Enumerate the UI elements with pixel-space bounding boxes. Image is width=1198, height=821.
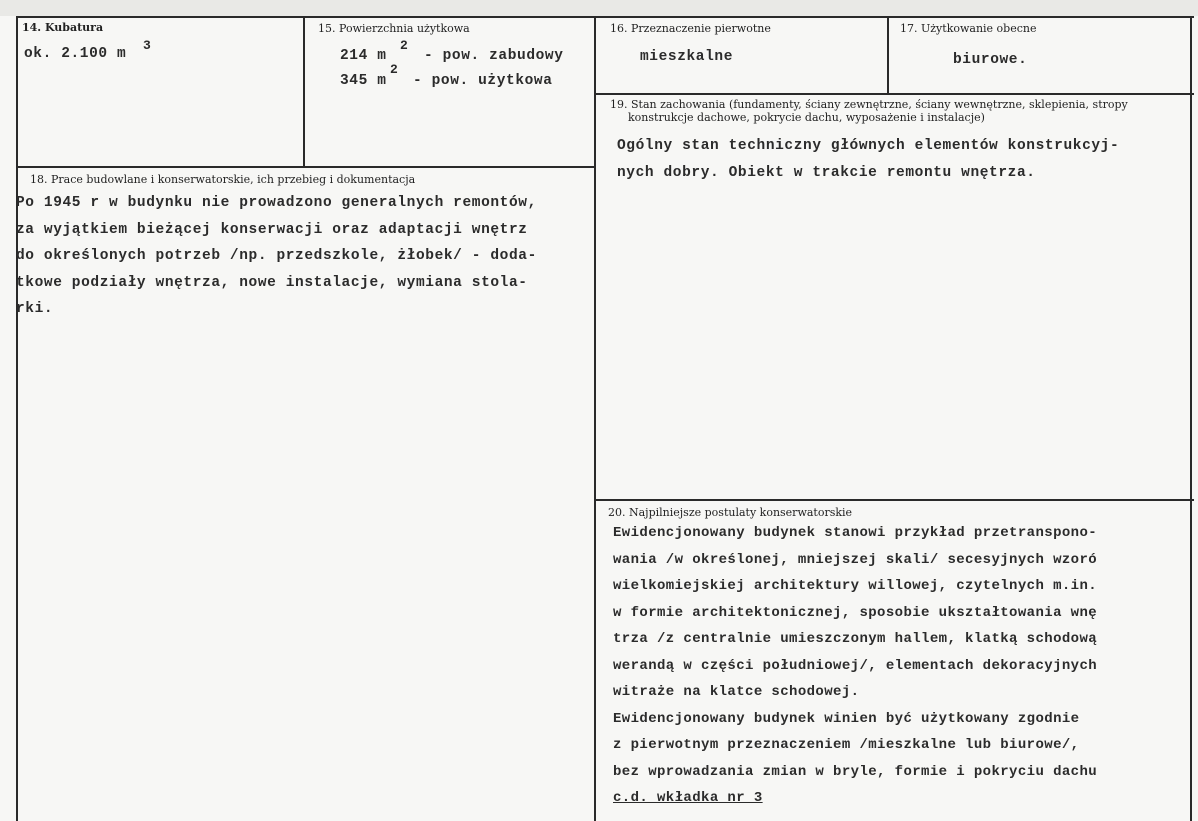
field-15-line2-sup: 2 [390,62,398,77]
field-20-line: Ewidencjonowany budynek stanowi przykład przetranspono- [613,525,1098,541]
field-20-line: z pierwotnym przeznaczeniem /mieszkalne lub biurowe/, [613,737,1080,753]
field-17-value: biurowe. [953,52,1028,68]
field-18-line: Po 1945 r w budynku nie prowadzono generalnych remontów, [16,195,537,211]
continuation-note: c.d. wkładka nr 3 [613,790,763,806]
field-19-label-line1: 19. Stan zachowania (fundamenty, ściany zewnętrzne, ściany wewnętrzne, sklepienia, stropy [610,98,1128,111]
field-19-text [617,133,1119,186]
field-14-label: 14. Kubatura [22,21,104,34]
divider-top-right-row [596,93,1194,95]
field-20-line: werandą w części południowej/, elementach dekoracyjnych [613,657,1098,674]
form-left-border [16,16,18,821]
field-15-line2-num: 345 m [340,73,387,89]
field-20-line: Ewidencjonowany budynek winien być użytkowany zgodnie [613,710,1080,727]
field-16-label: 16. Przeznaczenie pierwotne [610,22,771,35]
field-18-line: rki. [16,301,54,317]
field-18-text [16,190,537,323]
field-17-label: 17. Użytkowanie obecne [900,22,1037,35]
field-19-line: Ogólny stan techniczny głównych elementów konstrukcyj- [617,138,1120,154]
field-20-text [613,520,1097,812]
field-18-line: do określonych potrzeb /np. przedszkole, żłobek/ - doda- [16,248,537,264]
form-top-border [16,16,1194,18]
form-right-border [1190,16,1192,821]
divider-top-left-row [16,166,596,168]
field-15-label: 15. Powierzchnia użytkowa [318,22,470,35]
field-15-line1-text: - pow. zabudowy [424,48,564,64]
field-18-line: tkowe podziały wnętrza, nowe instalacje, wymiana stola- [16,274,528,291]
divider-19-20 [596,499,1194,501]
field-18-label: 18. Prace budowlane i konserwatorskie, ich przebieg i dokumentacja [30,173,416,186]
column-divider-main [594,16,596,821]
field-20-line: wielkomiejskiej architektury willowej, czytelnych m.in. [613,578,1098,594]
field-18-line: za wyjątkiem bieżącej konserwacji oraz adaptacji wnętrz [16,221,528,238]
field-20-line: witraże na klatce schodowej. [613,684,860,700]
field-20-line: trza /z centralnie umieszczonym hallem, klatką schodową [613,631,1098,647]
field-19-label-line2: konstrukcje dachowe, pokrycie dachu, wyposażenie i instalacje) [628,111,985,124]
field-20-line: w formie architektonicznej, sposobie ukształtowania wnę [613,604,1098,621]
field-15-line1-sup: 2 [400,38,408,53]
field-15-line2-text: - pow. użytkowa [413,73,553,89]
field-16-value: mieszkalne [640,49,734,65]
field-19-line: nych dobry. Obiekt w trakcie remontu wnętrza. [617,164,1036,181]
field-20-line: bez wprowadzania zmian w bryle, formie i pokryciu dachu [613,763,1098,780]
scan-top-strip [0,0,1198,16]
field-20-line: wania /w określonej, mniejszej skali/ secesyjnych wzoró [613,551,1098,568]
field-20-label: 20. Najpilniejsze postulaty konserwatorskie [608,506,853,519]
divider-16-17 [887,16,889,94]
field-15-line1-num: 214 m [340,48,387,64]
field-14-sup: 3 [143,38,151,53]
field-14-value: ok. 2.100 m [24,46,127,62]
divider-14-15 [303,16,305,166]
